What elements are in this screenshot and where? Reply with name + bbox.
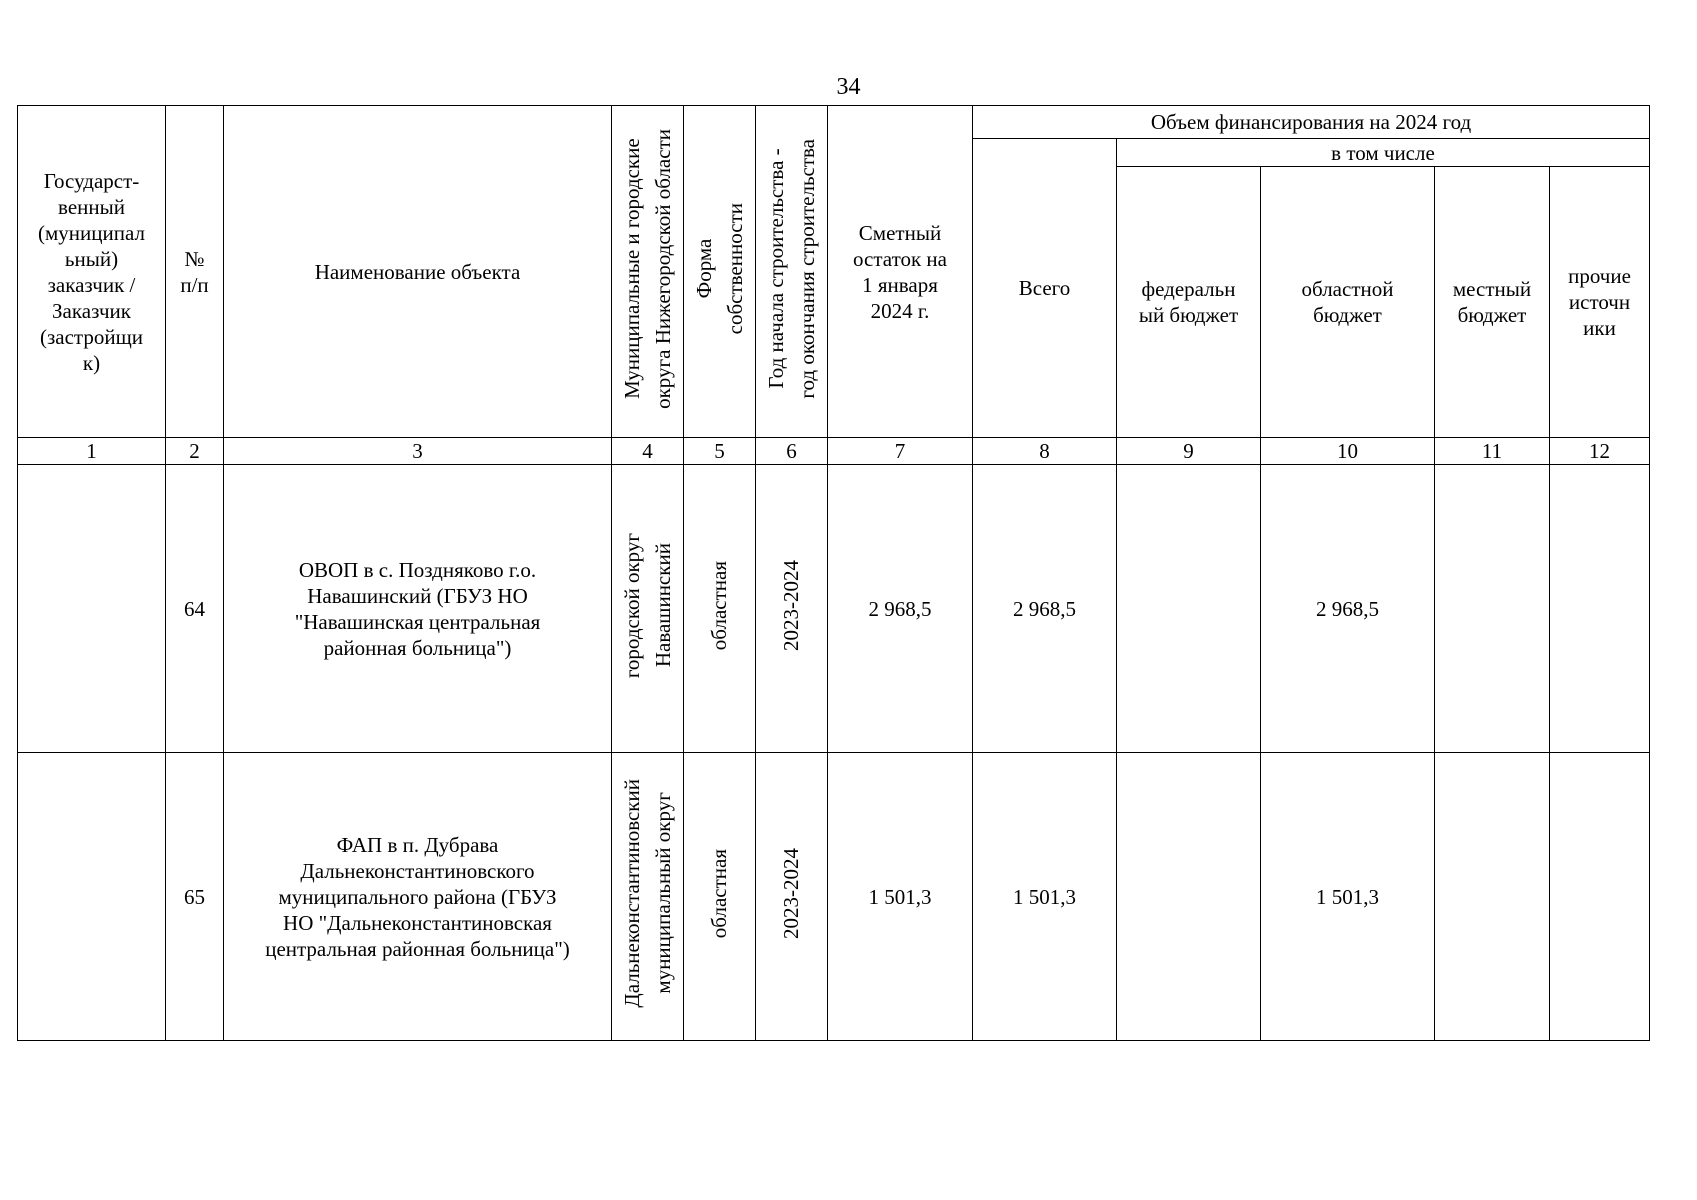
investment-table (17, 105, 1650, 1041)
cell-estimate: 1 501,3 (828, 753, 973, 1041)
header-municipality: Муниципальные и городские округа Нижегородской области (612, 106, 684, 438)
column-number: 6 (756, 438, 828, 465)
cell-years: 2023-2024 (756, 753, 828, 1041)
cell-estimate: 2 968,5 (828, 465, 973, 753)
cell-name: ОВОП в с. Поздняково г.о. Навашинский (ГБУЗ НО "Навашинская центральная районная больница") (224, 465, 612, 753)
cell-total: 2 968,5 (973, 465, 1117, 753)
page-number: 34 (836, 74, 861, 100)
column-number: 1 (18, 438, 166, 465)
column-number: 3 (224, 438, 612, 465)
cell-other (1550, 465, 1650, 753)
column-number: 11 (1435, 438, 1550, 465)
cell-federal (1117, 465, 1261, 753)
cell-local (1435, 753, 1550, 1041)
cell-regional: 2 968,5 (1261, 465, 1435, 753)
cell-local (1435, 465, 1550, 753)
column-number: 9 (1117, 438, 1261, 465)
header-total: Всего (973, 139, 1117, 438)
header-estimate: Сметный остаток на 1 января 2024 г. (828, 106, 973, 438)
column-number: 10 (1261, 438, 1435, 465)
cell-ownership: областная (684, 753, 756, 1041)
cell-customer (18, 465, 166, 753)
header-years: Год начала строительства - год окончания строительства (756, 106, 828, 438)
header-including: в том числе (1117, 139, 1650, 167)
header-customer: Государст- венный (муниципал ьный) заказчик / Заказчик (застройщи к) (18, 106, 166, 438)
header-local: местный бюджет (1435, 167, 1550, 438)
cell-name: ФАП в п. Дубрава Дальнеконстантиновского муниципального района (ГБУЗ НО "Дальнеконстантиновская центральная районная больница") (224, 753, 612, 1041)
column-number: 7 (828, 438, 973, 465)
table-row (18, 465, 1650, 753)
cell-regional: 1 501,3 (1261, 753, 1435, 1041)
cell-years: 2023-2024 (756, 465, 828, 753)
cell-ownership: областная (684, 465, 756, 753)
cell-num: 65 (166, 753, 224, 1041)
header-federal: федеральн ый бюджет (1117, 167, 1261, 438)
header-funding-group: Объем финансирования на 2024 год (973, 106, 1650, 139)
cell-num: 64 (166, 465, 224, 753)
column-number: 8 (973, 438, 1117, 465)
cell-municipality: городской округ Навашинский (612, 465, 684, 753)
header-num: № п/п (166, 106, 224, 438)
column-number: 5 (684, 438, 756, 465)
column-numbers-row (18, 438, 1650, 465)
cell-municipality: Дальнеконстантиновский муниципальный округ (612, 753, 684, 1041)
header-other: прочие источн ики (1550, 167, 1650, 438)
cell-customer (18, 753, 166, 1041)
cell-total: 1 501,3 (973, 753, 1117, 1041)
header-regional: областной бюджет (1261, 167, 1435, 438)
cell-federal (1117, 753, 1261, 1041)
table-row (18, 753, 1650, 1041)
column-number: 2 (166, 438, 224, 465)
header-name: Наименование объекта (224, 106, 612, 438)
column-number: 12 (1550, 438, 1650, 465)
header-ownership: Форма собственности (684, 106, 756, 438)
header-row-1 (18, 106, 1650, 139)
column-number: 4 (612, 438, 684, 465)
cell-other (1550, 753, 1650, 1041)
